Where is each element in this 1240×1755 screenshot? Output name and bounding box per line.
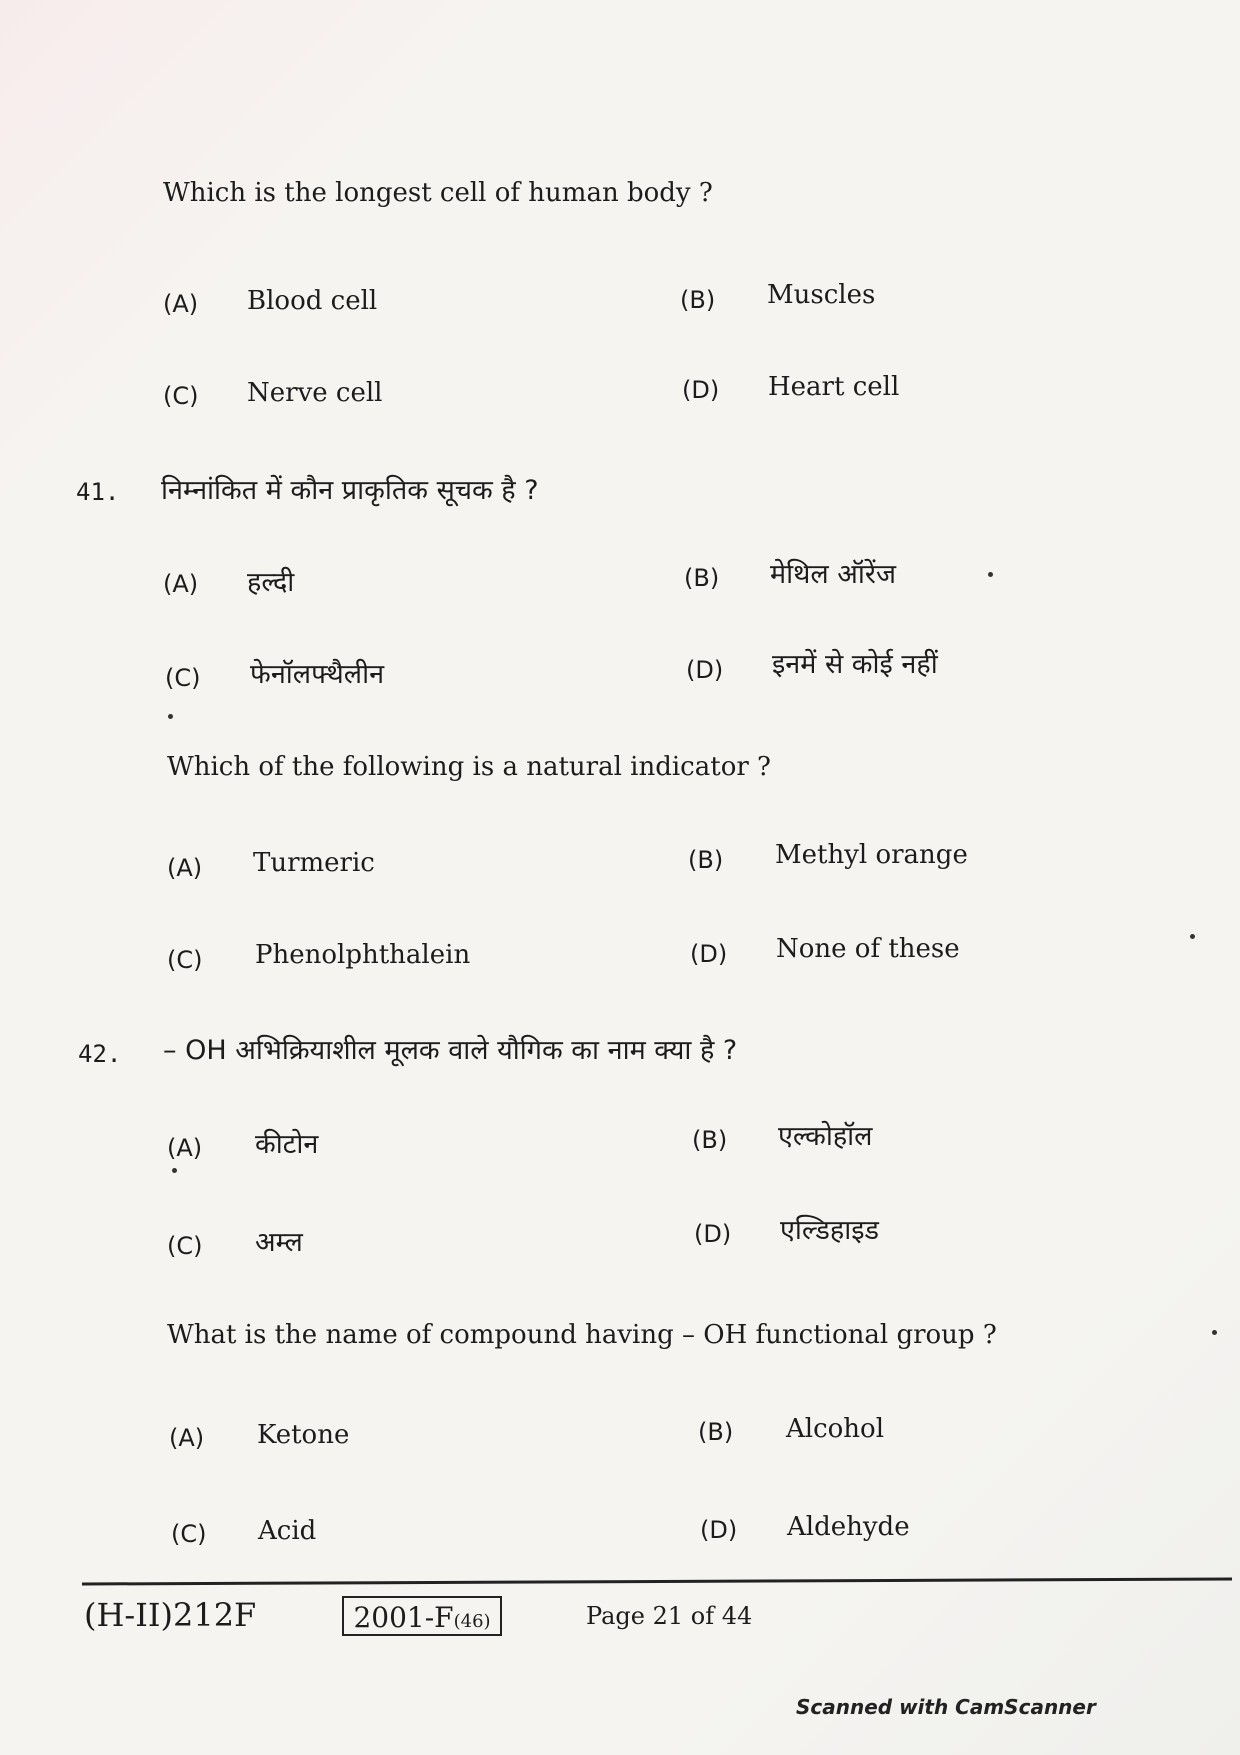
option-letter: (C)	[171, 1520, 207, 1548]
option-letter: (B)	[692, 1126, 728, 1154]
option-letter: (D)	[690, 940, 728, 968]
option-text: Methyl orange	[775, 840, 968, 870]
option-text: हल्दी	[247, 567, 295, 598]
series-code-suffix: (46)	[453, 1611, 491, 1632]
paper-code: (H-II)212F	[84, 1596, 257, 1634]
question-41-english: Which of the following is a natural indicator ?	[167, 752, 771, 782]
question-number: 41.	[76, 478, 120, 506]
option-text: None of these	[776, 934, 960, 964]
option-text: अम्ल	[255, 1227, 303, 1258]
option-text: Heart cell	[768, 372, 900, 402]
question-41-hindi: निम्नांकित में कौन प्राकृतिक सूचक है ?	[161, 475, 539, 506]
option-text: मेथिल ऑरेंज	[770, 559, 896, 590]
option-text: Turmeric	[253, 848, 375, 878]
option-text: Phenolphthalein	[255, 940, 471, 970]
option-text: एल्कोहॉल	[778, 1121, 873, 1152]
question-42-hindi: – OH अभिक्रियाशील मूलक वाले यौगिक का नाम क्या है ?	[163, 1035, 738, 1066]
option-letter: (B)	[698, 1418, 734, 1446]
option-text: इनमें से कोई नहीं	[772, 649, 938, 680]
scan-speck	[1190, 934, 1195, 939]
scan-speck	[168, 714, 173, 719]
question-number: 42.	[78, 1040, 122, 1068]
option-text: Muscles	[767, 280, 876, 310]
option-text: फेनॉलफ्थैलीन	[250, 659, 385, 690]
question-40-english: Which is the longest cell of human body ?	[163, 178, 713, 208]
scan-speck	[1212, 1330, 1217, 1335]
footer-rule	[82, 1577, 1232, 1585]
option-letter: (A)	[167, 854, 203, 882]
series-code-box	[342, 1596, 502, 1636]
option-letter: (D)	[686, 656, 724, 684]
option-letter: (D)	[682, 376, 720, 404]
option-letter: (B)	[680, 286, 716, 314]
option-letter: (A)	[169, 1424, 205, 1452]
option-text: Alcohol	[786, 1414, 885, 1444]
option-letter: (C)	[167, 1232, 203, 1260]
scanner-watermark: Scanned with CamScanner	[796, 1695, 1096, 1719]
option-text: Ketone	[257, 1420, 350, 1450]
option-letter: (C)	[167, 946, 203, 974]
series-code: 2001-F	[353, 1601, 454, 1634]
option-letter: (D)	[700, 1516, 738, 1544]
option-letter: (B)	[688, 846, 724, 874]
option-letter: (C)	[163, 382, 199, 410]
option-letter: (A)	[163, 290, 199, 318]
option-letter: (A)	[163, 570, 199, 598]
option-text: Aldehyde	[787, 1512, 910, 1542]
option-letter: (A)	[167, 1134, 203, 1162]
option-text: एल्डिहाइड	[780, 1215, 879, 1246]
option-text: कीटोन	[255, 1129, 319, 1160]
scan-speck	[172, 1168, 177, 1173]
option-letter: (B)	[684, 564, 720, 592]
option-letter: (D)	[694, 1220, 732, 1248]
scan-speck	[988, 572, 993, 577]
option-text: Nerve cell	[247, 378, 383, 408]
option-text: Blood cell	[247, 286, 378, 316]
option-letter: (C)	[165, 664, 201, 692]
option-text: Acid	[258, 1516, 317, 1546]
question-42-english: What is the name of compound having – OH functional group ?	[167, 1320, 997, 1350]
page-number: Page 21 of 44	[586, 1602, 753, 1630]
